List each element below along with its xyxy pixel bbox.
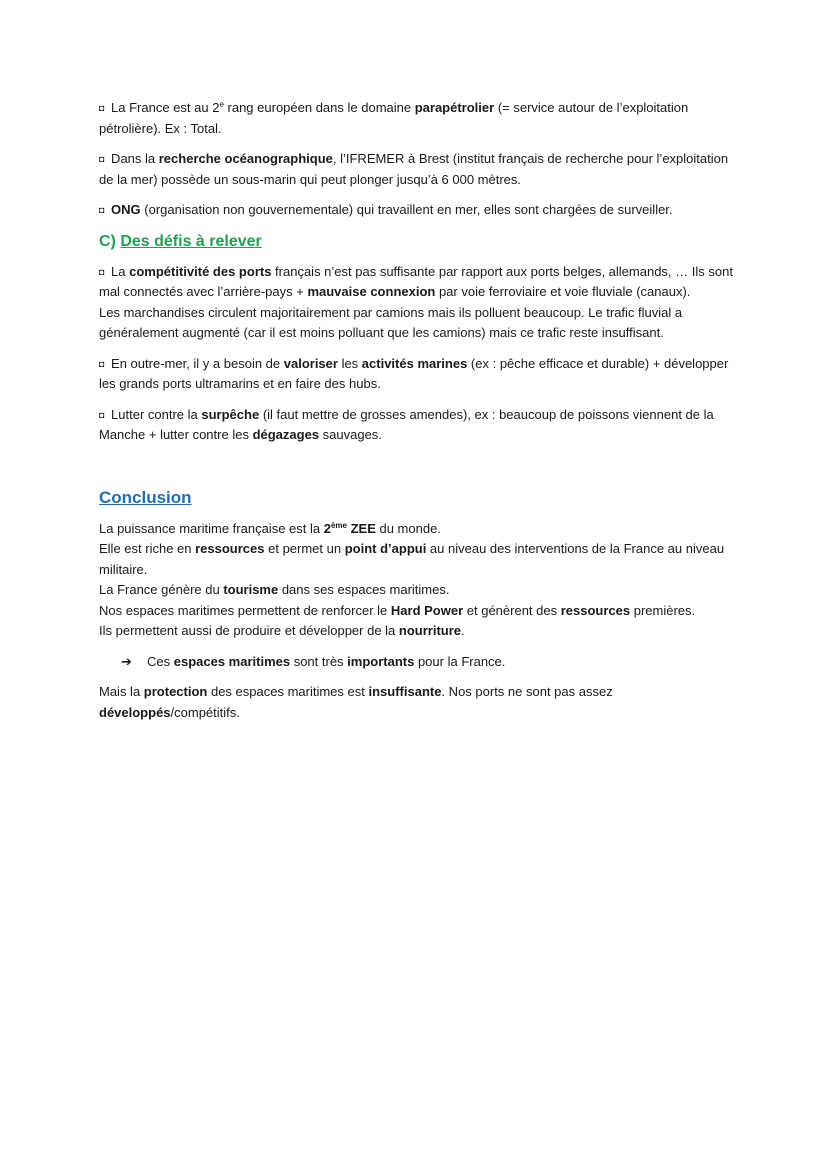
bold-term: espaces maritimes [173, 653, 291, 669]
bold-term: dégazages [252, 427, 320, 442]
bold-term: 2ème ZEE [323, 520, 376, 536]
conclusion-body [99, 519, 739, 642]
text: La France est au 2 [107, 100, 220, 115]
text: dans ses espaces maritimes. [278, 582, 450, 597]
square-bullet-icon: ◘ [99, 266, 105, 277]
arrow-right-icon: ➔ [121, 653, 132, 669]
section-title: Des défis à relever [120, 232, 262, 250]
bold-term: insuffisante [368, 684, 442, 699]
text: La puissance maritime française est la [99, 520, 324, 536]
bold-term: compétitivité des ports [129, 263, 272, 279]
bold-term: valoriser [283, 355, 338, 371]
bold-term: parapétrolier [414, 100, 495, 115]
text: La France génère du [99, 582, 224, 597]
text: (organisation non gouvernementale) qui travaillent en mer, elles sont chargées de surveiller. [140, 202, 673, 217]
text: Nos espaces maritimes permettent de renforcer le [99, 602, 391, 618]
text: français n’est pas suffisante par rapport aux ports belges, allemands, … Ils sont mal connectés avec l’arrière-pays + [99, 263, 733, 299]
text: Les marchandises circulent majoritairement par camions mais ils polluent beaucoup. Le trafic fluvial a généralement augmenté (car il est moins polluant que les camions) mais ce trafic reste insuffisant. [99, 304, 683, 340]
text: . [461, 623, 465, 638]
text: Mais la [99, 684, 144, 699]
text: (ex : pêche efficace et durable) + développer les grands ports ultramarins et en faire des hubs. [99, 355, 729, 391]
superscript: e [219, 100, 224, 109]
text: les [337, 355, 362, 371]
bold-term: recherche océanographique [158, 151, 333, 166]
bold-term: ressources [560, 602, 631, 618]
text: La [107, 263, 130, 279]
bold-term: ressources [195, 541, 265, 556]
bold-term: tourisme [223, 582, 279, 597]
text: . Nos ports ne sont pas assez [441, 684, 613, 699]
conclusion-final [99, 682, 739, 723]
text: par voie ferroviaire et voie fluviale (canaux). [435, 284, 691, 299]
bold-term: mauvaise connexion [307, 284, 436, 299]
bold-term: ONG [107, 202, 141, 217]
text: Ils permettent aussi de produire et développer de la [99, 623, 399, 638]
text: et génèrent des [463, 602, 561, 618]
paragraph-parapetrolier [99, 98, 739, 139]
text: Dans la [107, 151, 159, 166]
square-bullet-icon: ◘ [99, 103, 105, 113]
text: des espaces maritimes est [207, 684, 369, 699]
text: premières. [630, 602, 696, 618]
text: Lutter contre la [107, 406, 202, 422]
text: et permet un [264, 541, 345, 556]
bold-term: activités marines [361, 355, 468, 371]
bold-term: développés [99, 704, 171, 720]
square-bullet-icon: ◘ [99, 205, 105, 215]
square-bullet-icon: ◘ [99, 409, 105, 420]
bold-term: Hard Power [390, 602, 464, 618]
bold-term: surpêche [201, 406, 260, 422]
text: rang européen dans le domaine [223, 100, 415, 115]
text: Ces [147, 653, 174, 669]
text: /compétitifs. [170, 704, 240, 720]
text: En outre-mer, il y a besoin de [107, 355, 284, 371]
paragraph-recherche [99, 149, 739, 190]
section-heading-c [99, 231, 739, 253]
text: sont très [290, 653, 348, 669]
section-prefix: C) [99, 232, 121, 250]
bold-term: nourriture [398, 623, 462, 638]
text: sauvages. [319, 427, 382, 442]
paragraph-outre-mer [99, 354, 739, 395]
document-content [99, 98, 739, 733]
text: (= service autour de l’exploitation pétrolière). Ex : Total. [99, 100, 689, 136]
text: du monde. [375, 520, 441, 536]
paragraph-ong [99, 200, 739, 221]
text: Elle est riche en [99, 541, 196, 556]
bold-term: protection [143, 684, 208, 699]
paragraph-ports [99, 262, 739, 344]
square-bullet-icon: ◘ [99, 358, 105, 369]
square-bullet-icon: ◘ [99, 154, 105, 164]
text: (il faut mettre de grosses amendes), ex : beaucoup de poissons viennent de la Manche + lutter contre les [99, 406, 714, 442]
conclusion-arrow-line [121, 652, 739, 673]
text: pour la France. [414, 653, 506, 669]
paragraph-surpeche [99, 405, 739, 446]
conclusion-heading: Conclusion [99, 487, 192, 507]
text: au niveau des interventions de la France au niveau militaire. [99, 541, 725, 577]
bold-term: importants [347, 653, 415, 669]
text: , l’IFREMER à Brest (institut français de recherche pour l’exploitation de la mer) possède un sous-marin qui peut plonger jusqu’à 6 000 mètres. [99, 151, 729, 187]
bold-term: point d’appui [344, 541, 427, 556]
